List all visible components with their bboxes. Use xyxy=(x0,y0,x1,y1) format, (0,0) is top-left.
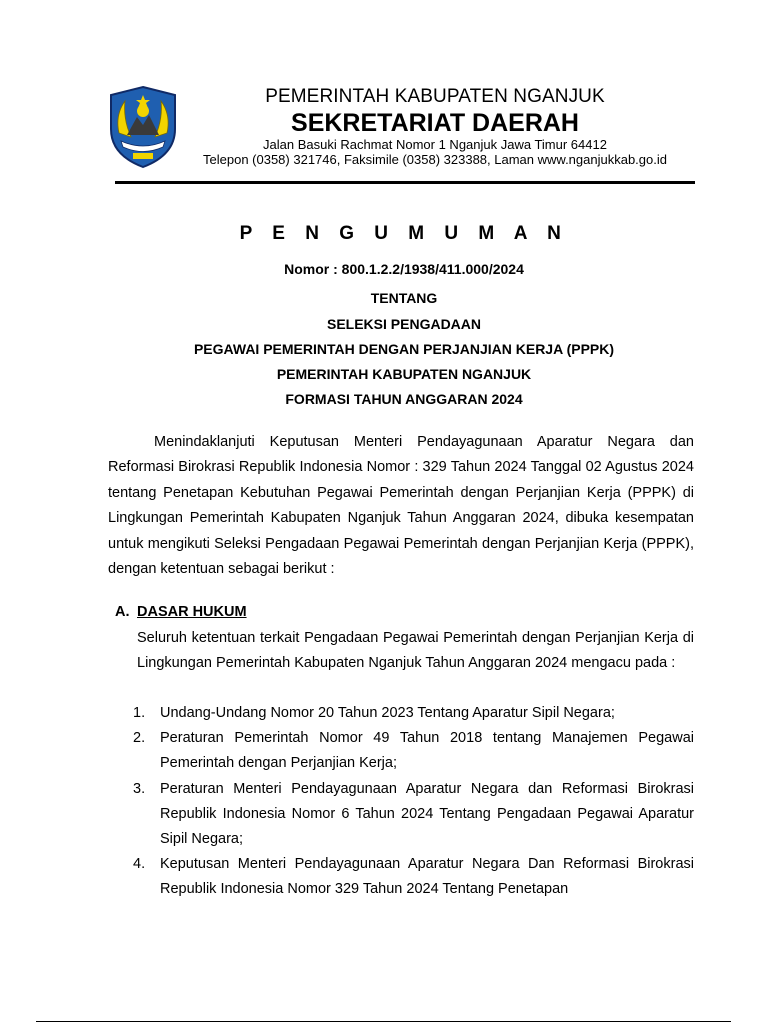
document-number: Nomor : 800.1.2.2/1938/411.000/2024 xyxy=(284,261,524,277)
regency-logo-icon xyxy=(105,85,181,169)
subject-line-4: FORMASI TAHUN ANGGARAN 2024 xyxy=(285,391,523,407)
section-a-letter: A. xyxy=(115,604,130,620)
subject-line-3: PEMERINTAH KABUPATEN NGANJUK xyxy=(276,366,532,382)
list-item-number: 1. xyxy=(133,705,146,721)
list-item-text: Keputusan Menteri Pendayagunaan Aparatur Negara Dan Reformasi Birokrasi Republik Indonesia Nomor 329 Tahun 2024 Tentang Penetapan xyxy=(160,856,694,898)
list-item-text: Undang-Undang Nomor 20 Tahun 2023 Tentang Aparatur Sipil Negara; xyxy=(160,705,615,721)
list-item-number: 4. xyxy=(133,856,146,873)
letterhead-government: PEMERINTAH KABUPATEN NGANJUK xyxy=(265,86,605,107)
legal-basis-list xyxy=(133,701,694,903)
letterhead-divider xyxy=(115,181,695,184)
list-item-number: 3. xyxy=(133,780,146,797)
section-a-intro: Seluruh ketentuan terkait Pengadaan Pegawai Pemerintah dengan Perjanjian Kerja di Lingkungan Pemerintah Kabupaten Nganjuk Tahun Anggaran 2024 mengacu pada : xyxy=(137,630,694,672)
letterhead-office: SEKRETARIAT DAERAH xyxy=(291,109,579,137)
section-a-title: DASAR HUKUM xyxy=(137,604,247,620)
letterhead-contact: Telepon (0358) 321746, Faksimile (0358) 323388, Laman www.nganjukkab.go.id xyxy=(203,152,667,167)
list-item-number: 2. xyxy=(133,730,146,747)
subject-label: TENTANG xyxy=(370,290,438,306)
letterhead-address: Jalan Basuki Rachmat Nomor 1 Nganjuk Jawa Timur 64412 xyxy=(263,137,607,152)
list-item xyxy=(133,701,694,726)
list-item xyxy=(133,852,694,902)
subject-line-2: PEGAWAI PEMERINTAH DENGAN PERJANJIAN KERJA (PPPK) xyxy=(193,341,615,357)
list-item-text: Peraturan Menteri Pendayagunaan Aparatur Negara dan Reformasi Birokrasi Republik Indonesia Nomor 6 Tahun 2024 Tentang Pengadaan Pegawai Aparatur Sipil Negara; xyxy=(160,780,694,848)
list-item xyxy=(133,777,694,853)
subject-line-1: SELEKSI PENGADAAN xyxy=(326,316,482,332)
list-item-text: Peraturan Pemerintah Nomor 49 Tahun 2018 tentang Manajemen Pegawai Pemerintah dengan Perjanjian Kerja; xyxy=(160,730,694,772)
page-bottom-edge xyxy=(36,1021,731,1022)
document-title: P E N G U M U M A N xyxy=(239,223,569,244)
section-a-heading xyxy=(115,601,247,623)
list-item xyxy=(133,726,694,776)
opening-paragraph-text: Menindaklanjuti Keputusan Menteri Pendayagunaan Aparatur Negara dan Reformasi Birokrasi Republik Indonesia Nomor : 329 Tahun 2024 Tanggal 02 Agustus 2024 tentang Penetapan Kebutuhan Pegawai Pemerintah dengan Perjanjian Kerja (PPPK) di Lingkungan Pemerintah Kabupaten Nganjuk Tahun Anggaran 2024, dibuka kesempatan untuk mengikuti Seleksi Pengadaan Pegawai Pemerintah dengan Perjanjian Kerja (PPPK), dengan ketentuan sebagai berikut : xyxy=(108,434,694,578)
opening-paragraph xyxy=(108,430,694,582)
